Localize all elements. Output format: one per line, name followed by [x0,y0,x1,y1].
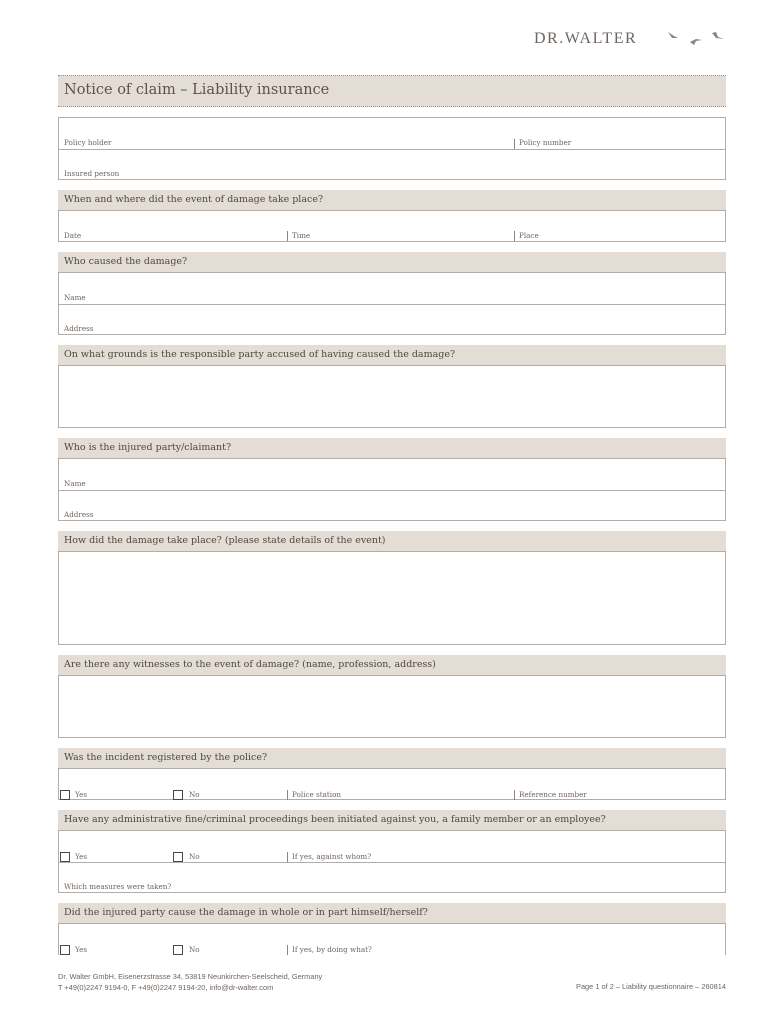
claimant-name-label: Name [64,479,86,488]
police-station-label[interactable]: Police station [292,790,342,799]
event-box [58,210,726,242]
grounds-heading: On what grounds is the responsible party accused of having caused the damage? [64,349,456,360]
police-no-label: No [189,790,200,799]
footer-phone-email: T +49(0)2247 9194-0, F +49(0)2247 9194-20, info@dr-walter.com [58,983,274,992]
event-section-header [58,190,726,210]
event-heading: When and where did the event of damage take place? [64,194,324,205]
cause-section-header [58,252,726,272]
cause-box [58,272,726,335]
proceedings-yes-label: Yes [75,852,88,861]
cause-address-label: Address [64,324,94,333]
police-no-checkbox[interactable] [173,790,183,800]
witnesses-section-header [58,655,726,675]
proceedings-row [59,831,725,862]
footer-contact [58,971,322,993]
how-heading: How did the damage take place? (please state details of the event) [64,535,386,546]
police-row [59,769,725,800]
proceedings-heading: Have any administrative fine/criminal proceedings been initiated against you, a family member or an employee? [64,814,606,825]
claimant-address-label: Address [64,510,94,519]
separator [287,852,288,862]
event-row[interactable] [59,211,725,242]
policy-holder-label: Policy holder [64,138,112,147]
injured-cause-section-header [58,903,726,923]
policy-box [58,117,726,180]
claimant-name-row[interactable] [59,459,725,490]
insured-person-row[interactable] [59,149,725,181]
claimant-section-header [58,438,726,458]
policy-holder-row[interactable] [59,118,725,149]
cause-address-row[interactable] [59,304,725,336]
proceedings-yes-checkbox[interactable] [60,852,70,862]
separator [287,945,288,955]
claimant-address-row[interactable] [59,490,725,522]
separator [514,231,515,241]
policy-number-label: Policy number [519,138,572,147]
how-section-header [58,531,726,551]
police-yes-label: Yes [75,790,88,799]
reference-number-label[interactable]: Reference number [519,790,587,799]
insured-person-label: Insured person [64,169,120,178]
form-title: Notice of claim – Liability insurance [64,82,330,98]
injured-cause-yes-checkbox[interactable] [60,945,70,955]
injured-cause-row [59,924,725,955]
time-label: Time [292,231,311,240]
measures-label: Which measures were taken? [64,882,172,891]
separator [514,790,515,800]
police-box [58,768,726,800]
injured-cause-box [58,923,726,955]
proceedings-no-checkbox[interactable] [173,852,183,862]
proceedings-section-header [58,810,726,830]
form-title-bar [58,75,726,107]
injured-cause-no-label: No [189,945,200,954]
injured-cause-no-checkbox[interactable] [173,945,183,955]
injured-cause-heading: Did the injured party cause the damage in whole or in part himself/herself? [64,907,428,918]
police-heading: Was the incident registered by the police? [64,752,268,763]
police-yes-checkbox[interactable] [60,790,70,800]
grounds-section-header [58,345,726,365]
page-number: Page 1 of 2 – Liability questionnaire – 260814 [576,982,726,991]
against-whom-label[interactable]: If yes, against whom? [292,852,372,861]
claimant-heading: Who is the injured party/claimant? [64,442,232,453]
separator [287,790,288,800]
doing-what-label[interactable]: If yes, by doing what? [292,945,372,954]
measures-row[interactable] [59,862,725,894]
separator [514,139,515,149]
police-section-header [58,748,726,768]
separator [287,231,288,241]
proceedings-box [58,830,726,893]
witnesses-heading: Are there any witnesses to the event of damage? (name, profession, address) [64,659,436,670]
proceedings-no-label: No [189,852,200,861]
company-logo: DR.WALTER [534,30,638,47]
footer-address: Dr. Walter GmbH, Eisenerzstrasse 34, 53819 Neunkirchen-Seelscheid, Germany [58,972,323,981]
how-textarea[interactable] [58,551,726,645]
cause-name-row[interactable] [59,273,725,304]
grounds-textarea[interactable] [58,365,726,428]
claimant-box [58,458,726,521]
injured-cause-yes-label: Yes [75,945,88,954]
birds-logo-icon [664,28,728,48]
witnesses-textarea[interactable] [58,675,726,738]
place-label: Place [519,231,539,240]
cause-heading: Who caused the damage? [64,256,188,267]
cause-name-label: Name [64,293,86,302]
date-label: Date [64,231,82,240]
